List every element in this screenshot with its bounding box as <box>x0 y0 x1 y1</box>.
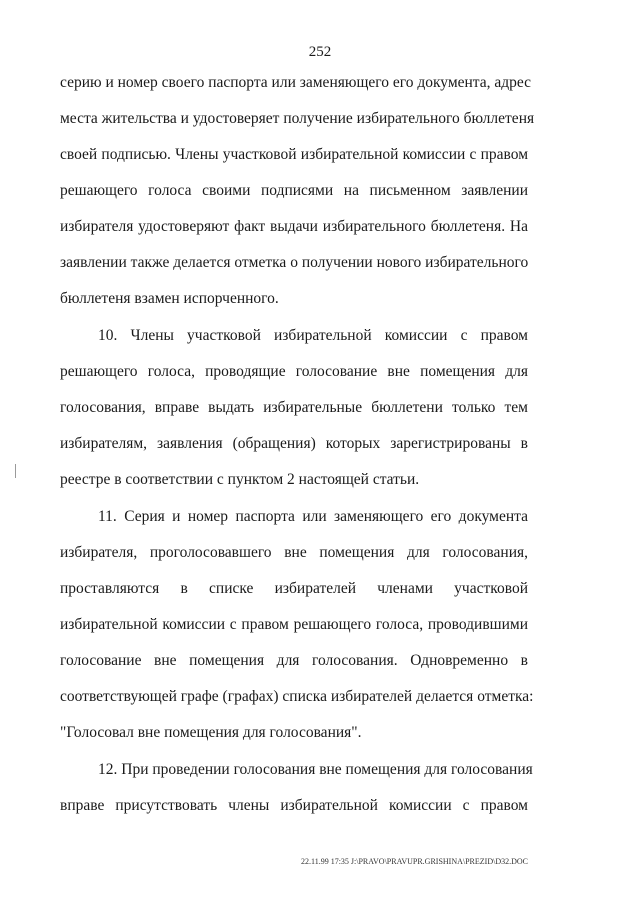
text-line: избирателям, заявления (обращения) которых зарегистрированы в <box>60 435 528 452</box>
scan-artifact-mark <box>15 464 16 478</box>
text-line: заявлении также делается отметка о получении нового избирательного <box>60 254 529 271</box>
text-line: серию и номер своего паспорта или заменяющего его документа, адрес <box>60 74 532 91</box>
file-path-footer: 22.11.99 17:35 J:\PRAVO\PRAVUPR.GRISHINA\PREZID\D32.DOC <box>301 857 528 866</box>
text-line: голосование вне помещения для голосования. Одновременно в <box>60 652 528 669</box>
text-line: голосования, вправе выдать избирательные бюллетени только тем <box>60 399 528 416</box>
text-line: решающего голоса своими подписями на письменном заявлении <box>60 182 528 199</box>
text-line: избирательной комиссии с правом решающего голоса, проводившими <box>60 616 528 633</box>
text-line: соответствующей графе (графах) списка избирателей делается отметка: <box>60 688 534 705</box>
text-line: реестре в соответствии с пунктом 2 настоящей статьи. <box>60 471 420 488</box>
text-line: своей подписью. Члены участковой избирательной комиссии с правом <box>60 146 528 163</box>
text-line: избирателя удостоверяют факт выдачи избирательного бюллетеня. На <box>60 218 528 235</box>
text-line: "Голосовал вне помещения для голосования". <box>60 724 362 741</box>
text-line: 10. Члены участковой избирательной комиссии с правом <box>98 327 528 344</box>
text-line: проставляются в списке избирателей членами участковой <box>60 580 528 597</box>
text-line: места жительства и удостоверяет получение избирательного бюллетеня <box>60 110 535 127</box>
text-line: избирателя, проголосовавшего вне помещения для голосования, <box>60 544 528 561</box>
text-line: вправе присутствовать члены избирательной комиссии с правом <box>60 797 528 814</box>
text-line: 11. Серия и номер паспорта или заменяющего его документа <box>98 508 528 525</box>
text-line: решающего голоса, проводящие голосование вне помещения для <box>60 363 528 380</box>
text-line: 12. При проведении голосования вне помещения для голосования <box>98 761 533 778</box>
page-number: 252 <box>308 44 332 60</box>
text-line: бюллетеня взамен испорченного. <box>60 290 279 307</box>
